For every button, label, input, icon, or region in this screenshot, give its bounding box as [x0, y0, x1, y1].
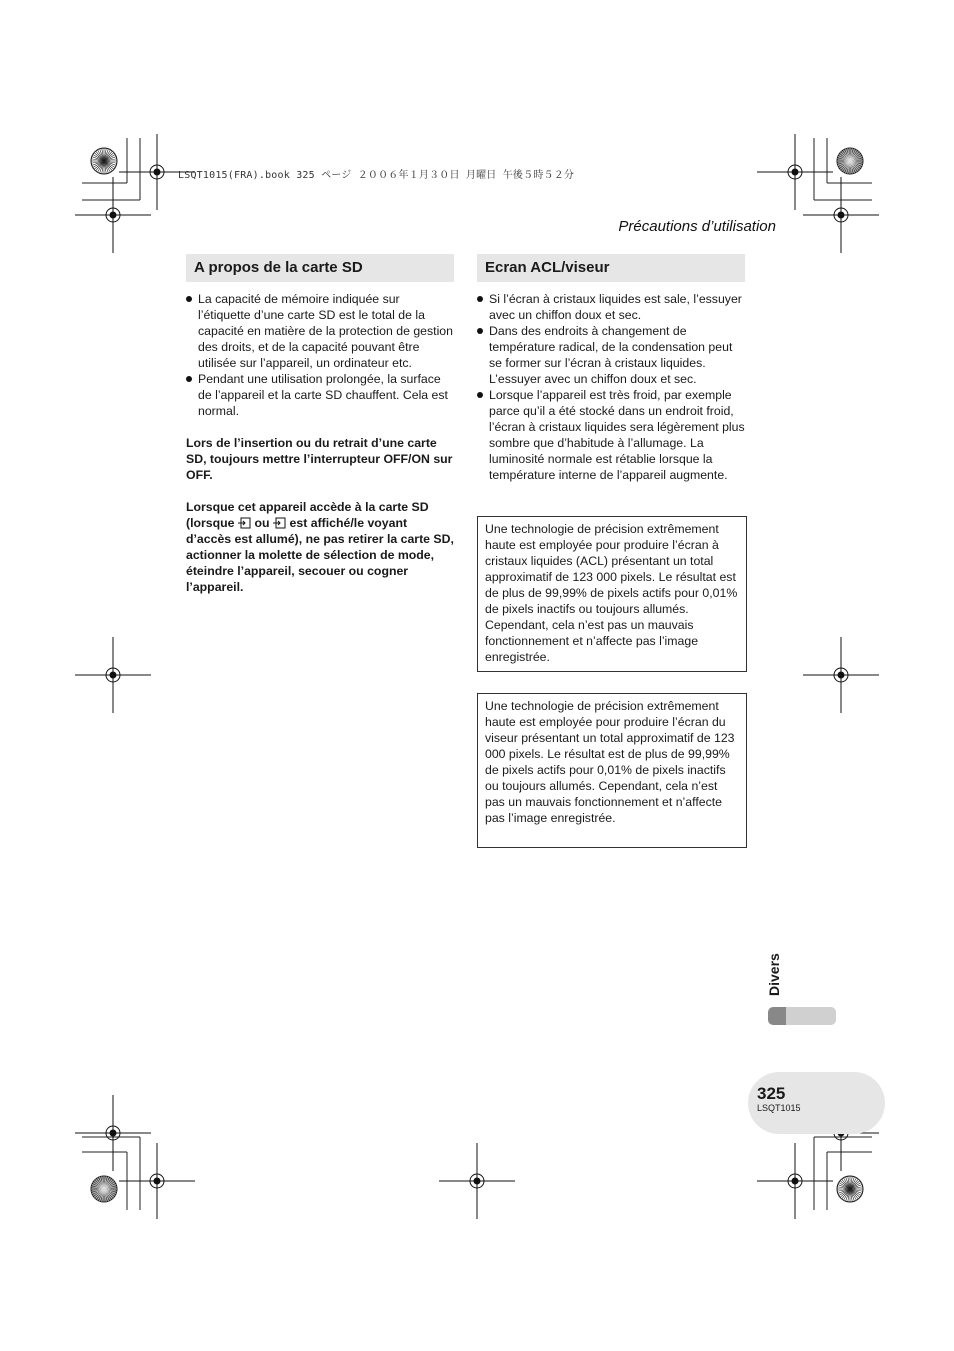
sd-card-bullets [186, 291, 454, 419]
page-number: 325 [757, 1084, 786, 1103]
note-viewfinder-pixels: Une technologie de précision extrêmement haute est employée pour produire l’écran du viseur présentant un total approximatif de 123 000 pixels. Le résultat est de plus de 99,99% de pixels actifs pour 0,01% de pixels inactifs ou toujours allumés. Cependant, cela n’est pas un mauvais fonctionnement et n’affecte pas l’image enregistrée. [477, 693, 747, 848]
registration-target-icon [757, 134, 833, 210]
registration-target-icon [75, 1095, 151, 1171]
warning-card-access: Lorsque cet appareil accède à la carte SD (lorsque ou est affiché/le voyant d’accès est allumé), ne pas retirer la carte SD, actionner la molette de sélection de mode, éteindre l’appareil, secouer ou cogner l’appareil. [186, 500, 454, 594]
print-header: LSQT1015(FRA).book 325 ページ ２００６年１月３０日 月曜日 午後５時５２分 [178, 170, 575, 181]
section-indicator-bar [768, 1007, 836, 1025]
running-title: Précautions d’utilisation [618, 218, 776, 235]
list-item: Pendant une utilisation prolongée, la surface de l’appareil et la carte SD chauffent. Cela est normal. [186, 371, 454, 419]
note-lcd-pixels: Une technologie de précision extrêmement haute est employée pour produire l’écran à cristaux liquides (ACL) présentant un total approximatif de 123 000 pixels. Le résultat est de plus de 99,99% de pixels actifs pour 0,01% de pixels inactifs ou toujours allumés. Cependant, cela n’est pas un mauvais fonctionnement et n’affecte pas l’image enregistrée. [477, 516, 747, 672]
list-item: Lorsque l’appareil est très froid, par exemple parce qu’il a été stocké dans un endroit froid, l’écran à cristaux liquides sera légèrement plus sombre que d’habitude à l’allumage. La luminosité normale est rétablie lorsque la température interne de l’appareil augmente. [477, 387, 745, 483]
registration-target-icon [439, 1143, 515, 1219]
section-heading-sd-card: A propos de la carte SD [186, 254, 454, 282]
registration-target-icon [75, 637, 151, 713]
section-heading-lcd: Ecran ACL/viseur [477, 254, 745, 282]
sd-access-icon [238, 517, 252, 529]
registration-target-icon [119, 1143, 195, 1219]
registration-target-icon [757, 1143, 833, 1219]
left-column [186, 291, 454, 595]
warning-off-switch: Lors de l’insertion ou du retrait d’une carte SD, toujours mettre l’interrupteur OFF/ON sur OFF. [186, 436, 453, 482]
document-code: LSQT1015 [757, 1103, 801, 1113]
lcd-bullets [477, 291, 745, 483]
list-item: La capacité de mémoire indiquée sur l’étiquette d’une carte SD est le total de la capacité en matière de la protection de gestion des droits, et de la capacité pouvant être utilisée sur l’appareil, un ordinateur etc. [186, 291, 454, 371]
side-tab [758, 946, 788, 998]
registration-wheel-icon [91, 148, 117, 174]
right-column [477, 291, 745, 483]
registration-wheel-icon [837, 1176, 863, 1202]
registration-wheel-icon [91, 1176, 117, 1202]
list-item: Si l’écran à cristaux liquides est sale, l’essuyer avec un chiffon doux et sec. [477, 291, 745, 323]
registration-target-icon [75, 177, 151, 253]
registration-target-icon [803, 177, 879, 253]
sd-access-icon [273, 517, 287, 529]
list-item: Dans des endroits à changement de température radical, de la condensation peut se former sur l’écran à cristaux liquides. L’essuyer avec un chiffon doux et sec. [477, 323, 745, 387]
registration-wheel-icon [837, 148, 863, 174]
registration-target-icon [803, 637, 879, 713]
side-tab-label: Divers [766, 953, 782, 996]
